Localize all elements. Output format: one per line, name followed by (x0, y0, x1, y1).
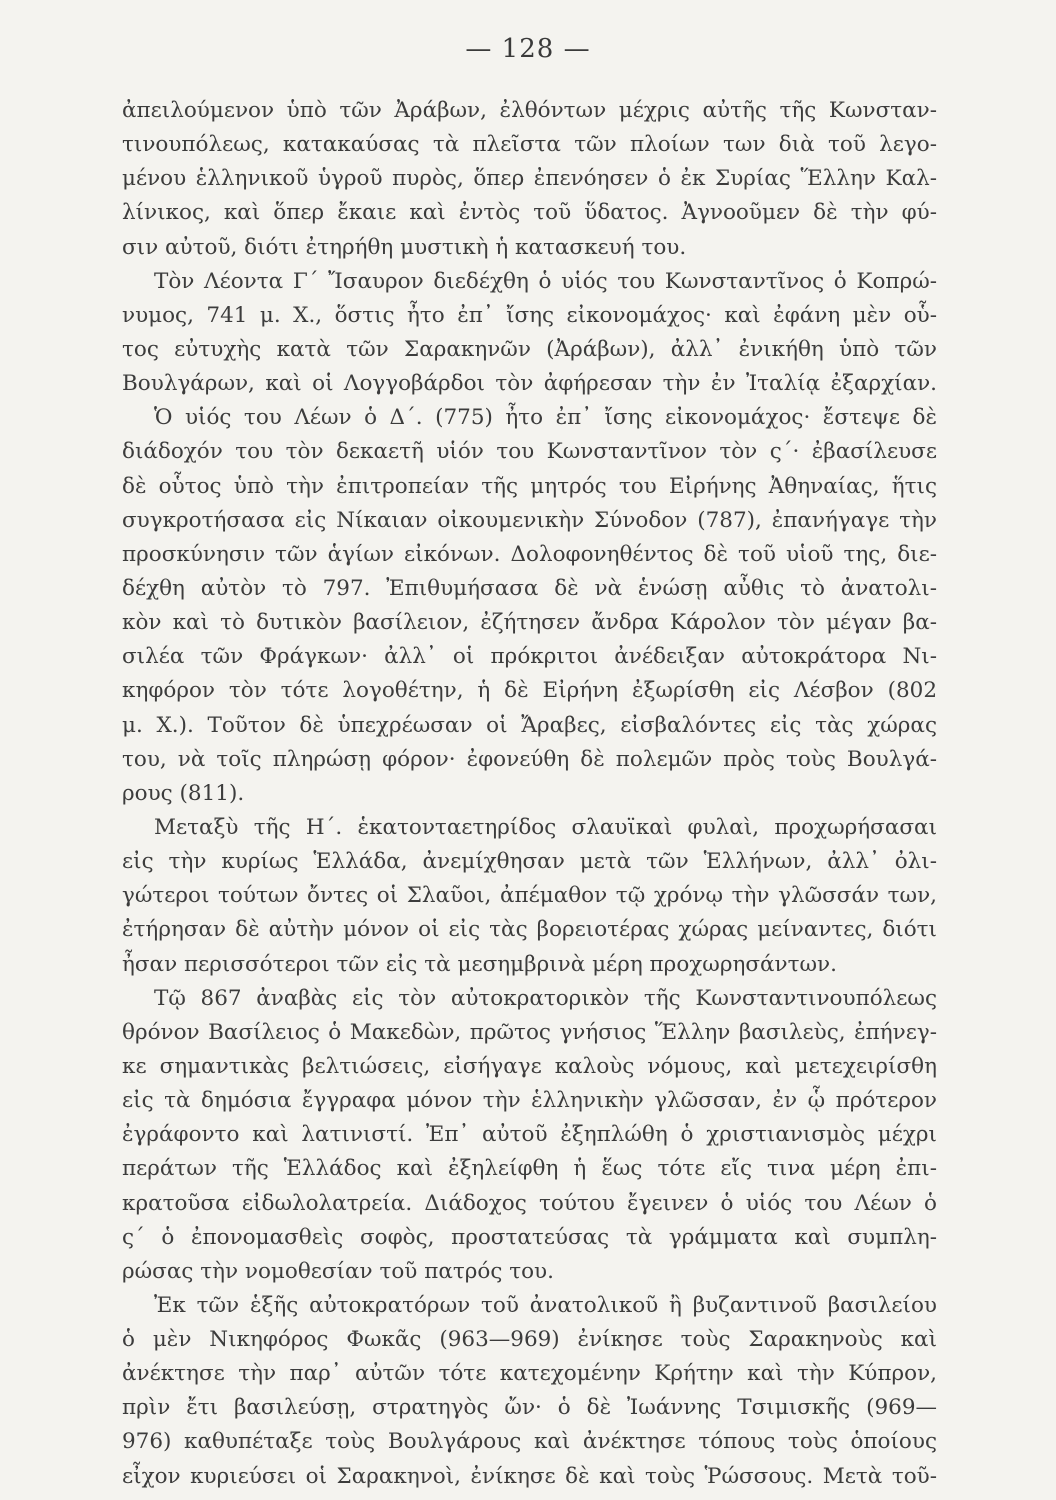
text-line: Ἐκ τῶν ἑξῆς αὐτοκρατόρων τοῦ ἀνατολικοῦ ἢ βυζαντινοῦ βασιλείου (154, 1292, 937, 1318)
text-line: εἰς τὴν κυρίως Ἑλλάδα, ἀνεμίχθησαν μετὰ τῶν Ἑλλήνων, ἀλλ᾽ ὀλι- (122, 849, 937, 875)
text-line: του, νὰ τοῖς πληρώσῃ φόρον· ἐφονεύθη δὲ πολεμῶν πρὸς τοὺς Βουλγά- (122, 746, 937, 772)
text-line: 976) καθυπέταξε τοὺς Βουλγάρους καὶ ἀνέκτησε τόπους τοὺς ὁποίους (122, 1429, 937, 1455)
text-line: σιν αὐτοῦ, διότι ἐτηρήθη μυστικὴ ἡ κατασκευή του. (122, 234, 687, 260)
text-line: περάτων τῆς Ἑλλάδος καὶ ἐξηλείφθη ἡ ἕως τότε εἴς τινα μέρη ἐπι- (122, 1156, 937, 1182)
text-line: συγκροτήσασα εἰς Νίκαιαν οἰκουμενικὴν Σύνοδον (787), ἐπανήγαγε τὴν (122, 507, 937, 533)
text-line: δὲ οὗτος ὑπὸ τὴν ἐπιτροπείαν τῆς μητρός του Εἰρήνης Ἀθηναίας, ἥτις (122, 473, 937, 499)
text-line: ρώσας τὴν νομοθεσίαν τοῦ πατρός του. (122, 1258, 554, 1284)
text-line: λίνικος, καὶ ὅπερ ἔκαιε καὶ ἐντὸς τοῦ ὕδατος. Ἀγνοοῦμεν δὲ τὴν φύ- (122, 200, 937, 226)
text-line: εἰς τὰ δημόσια ἔγγραφα μόνον τὴν ἑλληνικὴν γλῶσσαν, ἐν ᾧ πρότερον (122, 1088, 937, 1114)
text-line: κηφόρον τὸν τότε λογοθέτην, ἡ δὲ Εἰρήνη ἐξωρίσθη εἰς Λέσβον (802 (122, 678, 937, 704)
text-line: προσκύνησιν τῶν ἁγίων εἰκόνων. Δολοφονηθέντος δὲ τοῦ υἱοῦ της, διε- (122, 541, 937, 567)
text-line: δέχθη αὐτὸν τὸ 797. Ἐπιθυμήσασα δὲ νὰ ἑνώσῃ αὖθις τὸ ἀνατολι- (122, 575, 937, 601)
text-line: Ὁ υἱός του Λέων ὁ Δ΄. (775) ἦτο ἐπ᾽ ἴσης εἰκονομάχος· ἔστεψε δὲ (154, 405, 937, 431)
text-line: Τὸν Λέοντα Γ΄ Ἴσαυρον διεδέχθη ὁ υἱός του Κωνσταντῖνος ὁ Κοπρώ- (154, 268, 937, 294)
text-line: μ. Χ.). Τοῦτον δὲ ὑπεχρέωσαν οἱ Ἄραβες, εἰσβαλόντες εἰς τὰς χώρας (122, 712, 937, 738)
text-line: ὁ μὲν Νικηφόρος Φωκᾶς (963—969) ἐνίκησε τοὺς Σαρακηνοὺς καὶ (122, 1327, 937, 1353)
page-number: — 128 — (465, 34, 591, 64)
text-line: Μεταξὺ τῆς Η΄. ἑκατονταετηρίδος σλαυϊκαὶ φυλαὶ, προχωρήσασαι (154, 814, 937, 840)
text-line: ἦσαν περισσότεροι τῶν εἰς τὰ μεσημβρινὰ μέρη προχωρησάντων. (122, 951, 837, 977)
text-line: ἐτήρησαν δὲ αὐτὴν μόνον οἱ εἰς τὰς βορειοτέρας χώρας μείναντες, διότι (122, 917, 937, 943)
text-line: κε σημαντικὰς βελτιώσεις, εἰσήγαγε καλοὺς νόμους, καὶ μετεχειρίσθη (122, 1053, 937, 1079)
text-line: τινουπόλεως, κατακαύσας τὰ πλεῖστα τῶν πλοίων των διὰ τοῦ λεγο- (122, 132, 937, 158)
text-line: ἀπειλούμενον ὑπὸ τῶν Ἀράβων, ἐλθόντων μέχρις αὐτῆς τῆς Κωνσταν- (122, 98, 937, 123)
text-line: σιλέα τῶν Φράγκων· ἀλλ᾽ οἱ πρόκριτοι ἀνέδειξαν αὐτοκράτορα Νι- (122, 644, 937, 670)
text-line: νυμος, 741 μ. Χ., ὅστις ἦτο ἐπ᾽ ἴσης εἰκονομάχος· καὶ ἐφάνη μὲν οὗ- (122, 302, 937, 328)
text-line: θρόνον Βασίλειος ὁ Μακεδὼν, πρῶτος γνήσιος Ἕλλην βασιλεὺς, ἐπήνεγ- (122, 1019, 937, 1045)
text-line: κὸν καὶ τὸ δυτικὸν βασίλειον, ἐζήτησεν ἄνδρα Κάρολον τὸν μέγαν βα- (122, 610, 937, 636)
text-line: ἀνέκτησε τὴν παρ᾽ αὐτῶν τότε κατεχομένην Κρήτην καὶ τὴν Κύπρον, (122, 1361, 937, 1387)
text-line: ἐγράφοντο καὶ λατινιστί. Ἐπ᾽ αὐτοῦ ἐξηπλώθη ὁ χριστιανισμὸς μέχρι (122, 1122, 937, 1148)
text-line: διάδοχόν του τὸν δεκαετῆ υἱόν του Κωνσταντῖνον τὸν ς΄· ἐβασίλευσε (122, 439, 937, 465)
text-line: κρατοῦσα εἰδωλολατρεία. Διάδοχος τούτου ἔγεινεν ὁ υἱός του Λέων ὁ (122, 1190, 937, 1216)
text-line: γώτεροι τούτων ὄντες οἱ Σλαῦοι, ἀπέμαθον τῷ χρόνῳ τὴν γλῶσσάν των, (122, 883, 937, 909)
text-line: ρους (811). (122, 780, 245, 806)
text-line: εἶχον κυριεύσει οἱ Σαρακηνοὶ, ἐνίκησε δὲ καὶ τοὺς Ῥώσσους. Μετὰ τοῦ- (122, 1463, 937, 1489)
text-line: πρὶν ἔτι βασιλεύσῃ, στρατηγὸς ὤν· ὁ δὲ Ἰωάννης Τσιμισκῆς (969— (122, 1395, 937, 1421)
body-text (122, 94, 937, 1494)
text-line: ς΄ ὁ ἐπονομασθεὶς σοφὸς, προστατεύσας τὰ γράμματα καὶ συμπλη- (122, 1224, 937, 1250)
text-line: Τῷ 867 ἀναβὰς εἰς τὸν αὐτοκρατορικὸν τῆς Κωνσταντινουπόλεως (154, 985, 937, 1011)
text-line: τος εὐτυχὴς κατὰ τῶν Σαρακηνῶν (Ἀράβων), ἀλλ᾽ ἐνικήθη ὑπὸ τῶν (122, 336, 937, 362)
text-line: μένου ἑλληνικοῦ ὑγροῦ πυρὸς, ὅπερ ἐπενόησεν ὁ ἐκ Συρίας Ἕλλην Καλ- (122, 166, 937, 192)
text-line: Βουλγάρων, καὶ οἱ Λογγοβάρδοι τὸν ἀφήρεσαν τὴν ἐν Ἰταλίᾳ ἐξαρχίαν. (122, 371, 937, 397)
